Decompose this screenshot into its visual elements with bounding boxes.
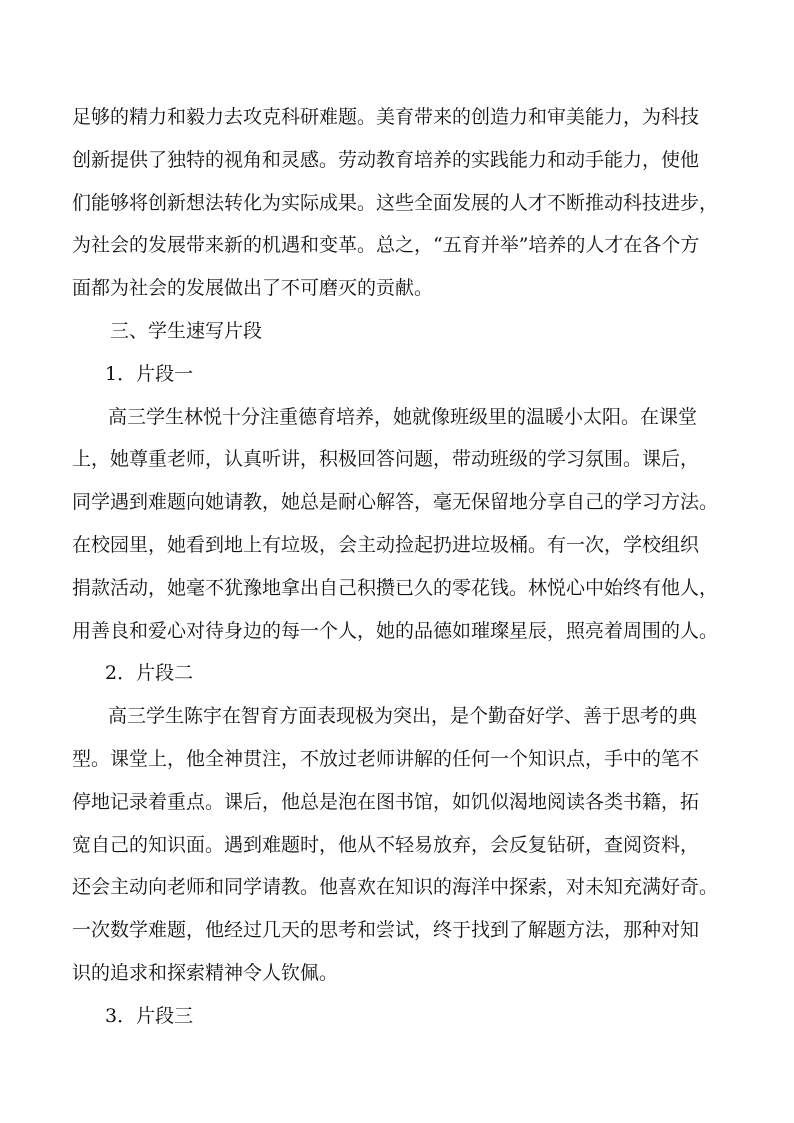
text-line: 面都为社会的发展做出了不可磨灭的贡献。 <box>72 277 434 300</box>
text-line: 还会主动向老师和同学请教。他喜欢在知识的海洋中探索，对未知充满好奇。 <box>72 876 719 899</box>
text-line: 高三学生林悦十分注重德育培养，她就像班级里的温暖小太阳。在课堂 <box>108 405 698 428</box>
text-line: 足够的精力和毅力去攻克科研难题。美育带来的创造力和审美能力，为科技 <box>72 106 700 128</box>
paragraph-fragment-2 <box>72 695 732 995</box>
text-line: 宽自己的知识面。遇到难题时，他从不轻易放弃，会反复钻研，查阅资料， <box>72 833 700 856</box>
text-line: 高三学生陈宇在智育方面表现极为突出，是个勤奋好学、善于思考的典 <box>108 705 698 728</box>
text-line: 为社会的发展带来新的机遇和变革。总之，“五育并举”培养的人才在各个方 <box>72 234 700 257</box>
text-line: 用善良和爱心对待身边的每一个人，她的品德如璀璨星辰，照亮着周围的人。 <box>72 619 719 642</box>
fragment-heading-2: 2．片段二 <box>105 662 194 685</box>
text-line: 捐款活动，她毫不犹豫地拿出自己积攒已久的零花钱。林悦心中始终有他人， <box>72 576 719 599</box>
text-line: 识的追求和探索精神令人钦佩。 <box>72 961 339 984</box>
text-line: 们能够将创新想法转化为实际成果。这些全面发展的人才不断推动科技进步， <box>72 191 719 214</box>
paragraph-intro <box>72 96 732 310</box>
fragment-heading-1: 1．片段一 <box>105 362 194 385</box>
text-line: 一次数学难题，他经过几天的思考和尝试，终于找到了解题方法，那种对知 <box>72 919 700 942</box>
text-line: 同学遇到难题向她请教，她总是耐心解答，毫无保留地分享自己的学习方法。 <box>72 491 719 514</box>
text-line: 创新提供了独特的视角和灵感。劳动教育培养的实践能力和动手能力，使他 <box>72 148 700 171</box>
text-line: 型。课堂上，他全神贯注，不放过老师讲解的任何一个知识点，手中的笔不 <box>72 747 700 770</box>
text-line: 在校园里，她看到地上有垃圾，会主动捡起扔进垃圾桶。有一次，学校组织 <box>72 533 700 556</box>
fragment-heading-3: 3．片段三 <box>105 1004 194 1027</box>
text-line: 停地记录着重点。课后，他总是泡在图书馆，如饥似渴地阅读各类书籍，拓 <box>72 790 700 813</box>
section-heading: 三、学生速写片段 <box>110 319 263 342</box>
text-line: 上，她尊重老师，认真听讲，积极回答问题，带动班级的学习氛围。课后， <box>72 448 700 471</box>
document-body <box>72 96 732 1038</box>
paragraph-fragment-1 <box>72 396 732 653</box>
